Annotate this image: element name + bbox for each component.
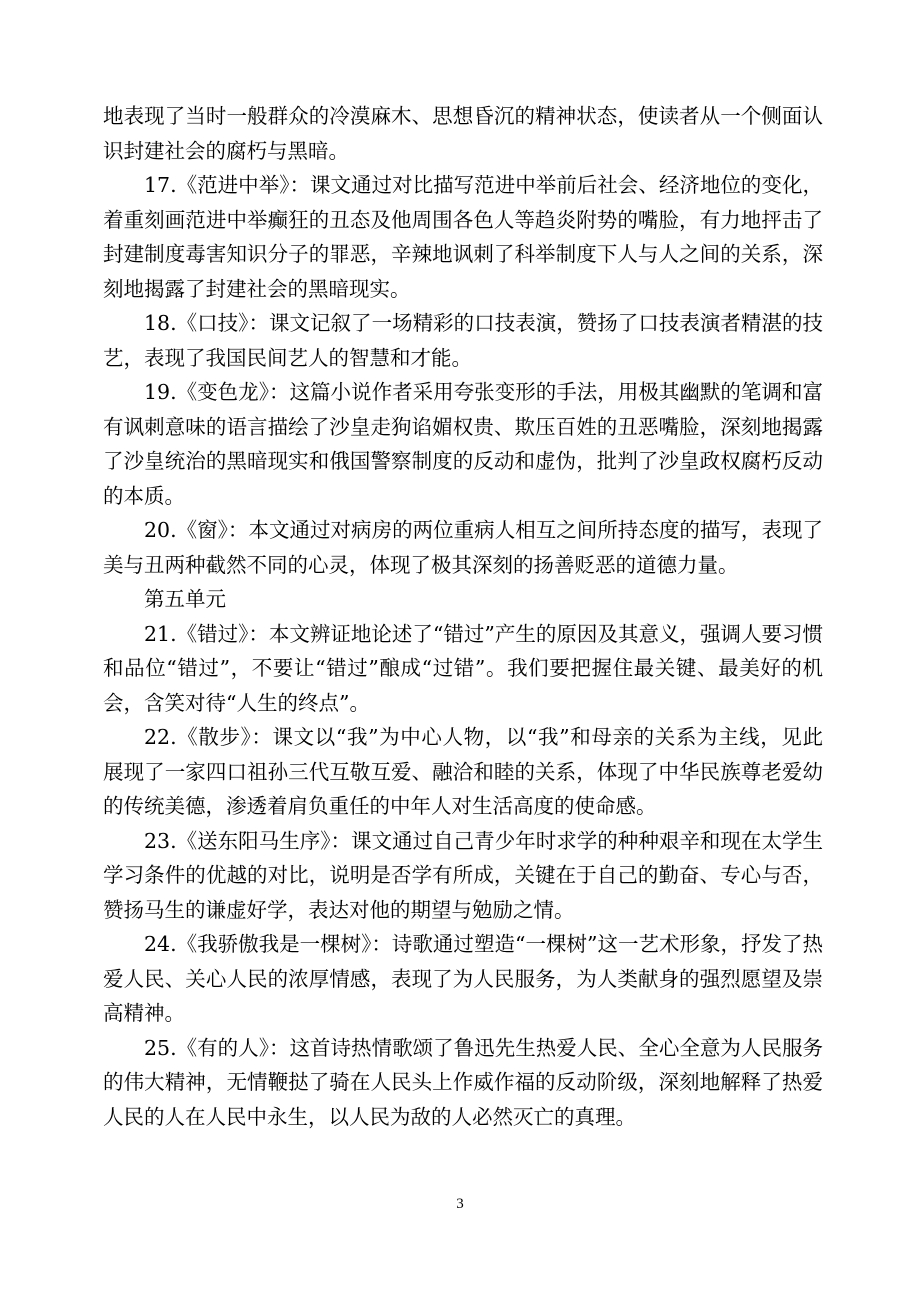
paragraph-25-you-de-ren: 25.《有的人》：这首诗热情歌颂了鲁迅先生热爱人民、全心全意为人民服务的伟大精神，无情鞭挞了骑在人民头上作威作福的反动阶级，深刻地解释了热爱人民的人在人民中永生，以人民为敌的人必然灭亡的真理。	[103, 1035, 823, 1129]
paragraph-19-bian-se-long: 19.《变色龙》：这篇小说作者采用夸张变形的手法，用极其幽默的笔调和富有讽刺意味的语言描绘了沙皇走狗谄媚权贵、欺压百姓的丑恶嘴脸，深刻地揭露了沙皇统治的黑暗现实和俄国警察制度的反动和虚伪，批判了沙皇政权腐朽反动的本质。	[103, 380, 823, 508]
page-body	[103, 99, 823, 1134]
paragraph-20-chuang: 20.《窗》：本文通过对病房的两位重病人相互之间所持态度的描写，表现了美与丑两种截然不同的心灵，体现了极其深刻的扬善贬恶的道德力量。	[103, 518, 823, 577]
paragraph-continuation: 地表现了当时一般群众的冷漠麻木、思想昏沉的精神状态，使读者从一个侧面认识封建社会的腐朽与黑暗。	[103, 104, 823, 163]
paragraph-23-song-dongyang-ma-sheng-xu: 23.《送东阳马生序》：课文通过自己青少年时求学的种种艰辛和现在太学生学习条件的优越的对比，说明是否学有所成，关键在于自己的勤奋、专心与否，赞扬马生的谦虚好学，表达对他的期望与勉励之情。	[103, 828, 823, 922]
section-heading-unit-5: 第五单元	[144, 587, 226, 611]
paragraph-24-wo-jiao-ao-wo-shi-yi-ke-shu: 24.《我骄傲我是一棵树》：诗歌通过塑造“一棵树”这一艺术形象，抒发了热爱人民、关心人民的浓厚情感，表现了为人民服务，为人类献身的强烈愿望及崇高精神。	[103, 932, 823, 1025]
page-number: 3	[456, 1196, 464, 1212]
paragraph-18-kou-ji: 18.《口技》：课文记叙了一场精彩的口技表演，赞扬了口技表演者精湛的技艺，表现了我国民间艺人的智慧和才能。	[103, 311, 823, 370]
paragraph-22-san-bu: 22.《散步》：课文以“我”为中心人物，以“我”和母亲的关系为主线，见此展现了一家四口祖孙三代互敬互爱、融洽和睦的关系，体现了中华民族尊老爱幼的传统美德，渗透着肩负重任的中年人对生活高度的使命感。	[103, 725, 823, 818]
paragraph-17-fan-jin-zhong-ju: 17.《范进中举》：课文通过对比描写范进中举前后社会、经济地位的变化，着重刻画范进中举癫狂的丑态及他周围各色人等趋炎附势的嘴脸，有力地抨击了封建制度毒害知识分子的罪恶，辛辣地讽刺了科举制度下人与人之间的关系，深刻地揭露了封建社会的黑暗现实。	[103, 173, 823, 301]
paragraph-21-cuo-guo: 21.《错过》：本文辨证地论述了“错过”产生的原因及其意义，强调人要习惯和品位“错过”，不要让“错过”酿成“过错”。我们要把握住最关键、最美好的机会，含笑对待“人生的终点”。	[103, 621, 823, 715]
